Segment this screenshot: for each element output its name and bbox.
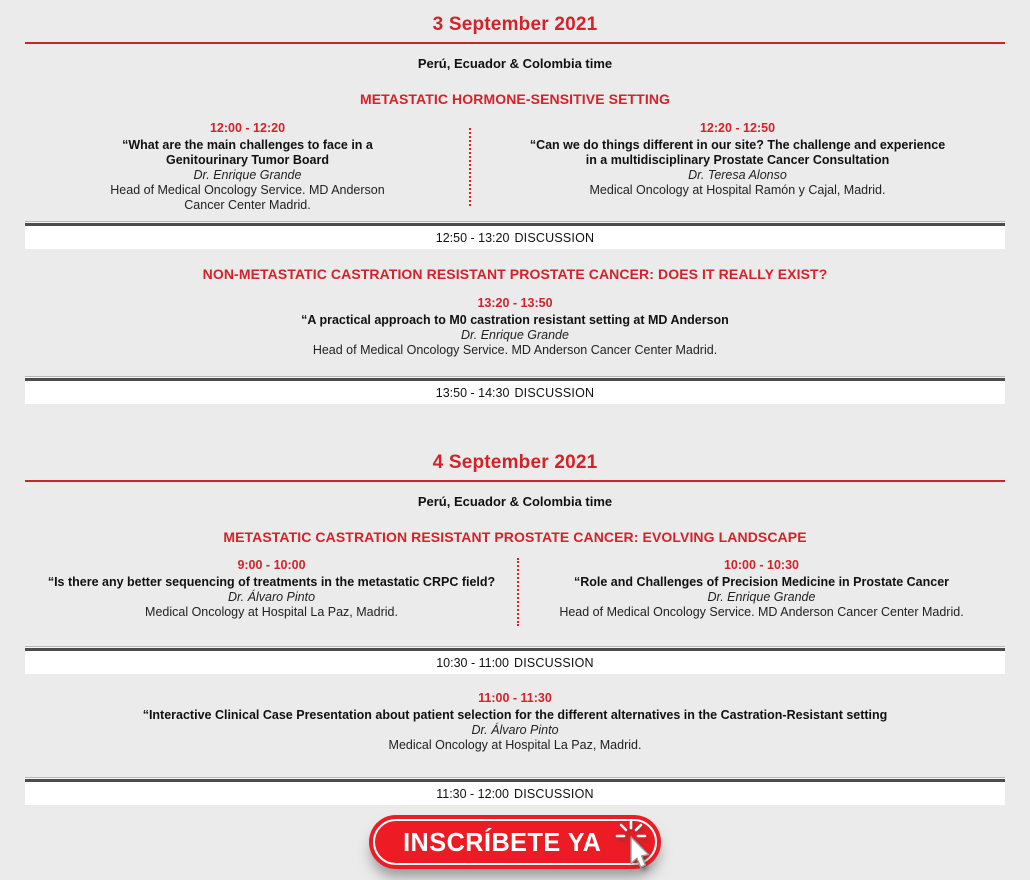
day-title: 3 September 2021 <box>432 14 598 35</box>
session-title: “Role and Challenges of Precision Medicine in Prostate Cancer <box>573 575 950 589</box>
session-speaker: Dr. Enrique Grande <box>461 328 569 342</box>
session-column-left <box>25 121 470 213</box>
day-section-1 <box>0 14 1030 404</box>
day-title-rule <box>25 42 1005 44</box>
session-columns <box>25 121 1005 213</box>
session-title: “Interactive Clinical Case Presentation about patient selection for the different alternatives in the Castration-Resistant setting <box>142 708 888 722</box>
session-time: 10:00 - 10:30 <box>723 558 800 572</box>
discussion-time: 11:30 - 12:00 <box>436 786 509 801</box>
timezone-label: Perú, Ecuador & Colombia time <box>417 494 613 509</box>
session-full-width <box>25 296 1005 358</box>
session-speaker: Dr. Álvaro Pinto <box>471 723 559 737</box>
timezone-label: Perú, Ecuador & Colombia time <box>417 56 613 71</box>
session-affiliation: Medical Oncology at Hospital La Paz, Madrid. <box>145 605 398 619</box>
day-title-rule <box>25 480 1005 482</box>
session-speaker: Dr. Enrique Grande <box>193 168 302 182</box>
session-column-right <box>470 121 1005 213</box>
cursor-click-icon <box>615 819 669 879</box>
session-title: “Is there any better sequencing of treatments in the metastatic CRPC field? <box>47 575 496 589</box>
session-speaker: Dr. Teresa Alonso <box>688 168 787 182</box>
discussion-time: 10:30 - 11:00 <box>436 655 509 670</box>
session-heading: NON-METASTATIC CASTRATION RESISTANT PROSTATE CANCER: DOES IT REALLY EXIST? <box>202 266 828 282</box>
session-full-width <box>25 691 1005 753</box>
session-speaker: Dr. Álvaro Pinto <box>227 590 316 604</box>
discussion-time: 12:50 - 13:20 <box>435 230 510 245</box>
session-affiliation: Head of Medical Oncology Service. MD Anderson Cancer Center Madrid. <box>559 605 964 619</box>
session-time: 13:20 - 13:50 <box>477 296 553 310</box>
day-title: 4 September 2021 <box>432 452 598 473</box>
discussion-label: DISCUSSION <box>514 230 595 245</box>
discussion-band <box>25 646 1005 674</box>
session-title: “What are the main challenges to face in a Genitourinary Tumor Board <box>122 138 373 167</box>
session-title: “A practical approach to M0 castration resistant setting at MD Anderson <box>301 313 729 327</box>
day-section-2 <box>0 452 1030 805</box>
discussion-label: DISCUSSION <box>513 786 594 801</box>
session-affiliation: Head of Medical Oncology Service. MD Anderson Cancer Center Madrid. <box>312 343 718 357</box>
session-columns <box>25 558 1005 626</box>
session-title: “Can we do things different in our site? The challenge and experience in a multidisciplinary Prostate Cancer Consultation <box>529 138 946 167</box>
session-column-left <box>25 558 518 626</box>
session-affiliation: Medical Oncology at Hospital La Paz, Madrid. <box>388 738 642 752</box>
session-time: 9:00 - 10:00 <box>237 558 306 572</box>
session-heading: METASTATIC HORMONE-SENSITIVE SETTING <box>359 91 671 107</box>
register-button[interactable] <box>369 815 661 869</box>
discussion-band <box>25 221 1005 249</box>
session-column-right <box>518 558 1005 626</box>
session-heading: METASTATIC CASTRATION RESISTANT PROSTATE CANCER: EVOLVING LANDSCAPE <box>223 529 807 545</box>
session-affiliation: Medical Oncology at Hospital Ramón y Cajal, Madrid. <box>589 183 886 197</box>
discussion-label: DISCUSSION <box>513 655 594 670</box>
register-button-label: INSCRÍBETE YA <box>402 826 602 857</box>
cta-container <box>0 815 1030 869</box>
session-speaker: Dr. Enrique Grande <box>707 590 816 604</box>
session-time: 12:00 - 12:20 <box>209 121 286 135</box>
session-time: 12:20 - 12:50 <box>699 121 776 135</box>
session-time: 11:00 - 11:30 <box>478 691 552 705</box>
discussion-band <box>25 777 1005 805</box>
discussion-time: 13:50 - 14:30 <box>435 385 510 400</box>
discussion-band <box>25 376 1005 404</box>
session-affiliation: Head of Medical Oncology Service. MD Anderson Cancer Center Madrid. <box>110 183 385 212</box>
discussion-label: DISCUSSION <box>514 385 595 400</box>
